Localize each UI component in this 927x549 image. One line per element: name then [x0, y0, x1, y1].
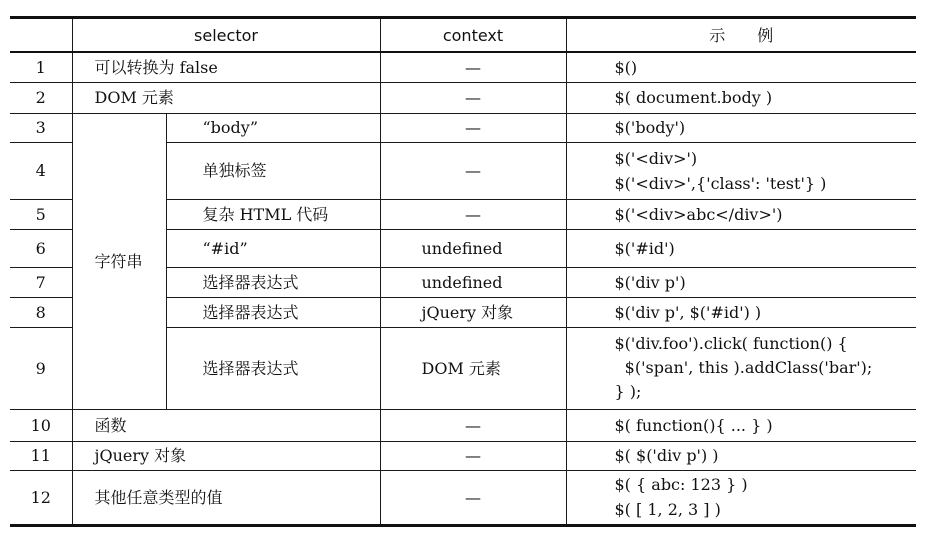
context-cell: undefined: [380, 267, 566, 297]
context-cell: —: [380, 52, 566, 82]
selector-cell: 复杂 HTML 代码: [166, 199, 380, 229]
context-cell: —: [380, 113, 566, 142]
example-cell: [566, 142, 916, 199]
header-selector: selector: [72, 18, 380, 53]
selector-cell: 选择器表达式: [166, 327, 380, 409]
header-context: context: [380, 18, 566, 53]
row-number: 4: [10, 142, 72, 199]
row-number: 11: [10, 441, 72, 470]
selector-cell: 单独标签: [166, 142, 380, 199]
context-cell: DOM 元素: [380, 327, 566, 409]
selector-cell: 其他任意类型的值: [72, 470, 380, 525]
context-cell: undefined: [380, 229, 566, 267]
selector-cell: DOM 元素: [72, 82, 380, 113]
selector-cell: 函数: [72, 409, 380, 441]
example-line: $( document.body ): [614, 88, 773, 107]
example-line: $('div.foo').click( function() {: [614, 334, 848, 353]
row-number: 2: [10, 82, 72, 113]
example-cell: [566, 409, 916, 441]
example-cell: [566, 441, 916, 470]
row-number: 3: [10, 113, 72, 142]
row-number: 7: [10, 267, 72, 297]
row-number: 8: [10, 297, 72, 327]
header-example: 示 例: [566, 18, 916, 53]
example-line: $(): [614, 57, 638, 77]
selector-cell: 选择器表达式: [166, 267, 380, 297]
selector-cell: 选择器表达式: [166, 297, 380, 327]
row-number: 1: [10, 52, 72, 82]
example-cell: [566, 82, 916, 113]
example-line: $( { abc: 123 } ): [614, 475, 748, 494]
context-cell: —: [380, 409, 566, 441]
jquery-selector-table: [10, 16, 916, 527]
row-number: 5: [10, 199, 72, 229]
example-line: $('<div>',{'class': 'test'} ): [614, 173, 827, 193]
context-cell: —: [380, 199, 566, 229]
example-line: $( function(){ ... } ): [614, 415, 773, 435]
example-cell: [566, 113, 916, 142]
example-line: $('body'): [614, 118, 686, 137]
example-line: $('<div>'): [614, 148, 698, 168]
selector-cell: “body”: [166, 113, 380, 142]
example-cell: [566, 52, 916, 82]
example-line: $( $('div p') ): [614, 446, 719, 465]
example-line: $('div p', $('#id') ): [614, 302, 762, 322]
example-line: $('span', this ).addClass('bar');: [614, 358, 873, 377]
table-row: [10, 470, 916, 525]
context-cell: —: [380, 142, 566, 199]
table-row: [10, 441, 916, 470]
table-row: [10, 113, 916, 142]
header-number: [10, 18, 72, 53]
example-line: $('div p'): [614, 272, 686, 292]
example-line: $('#id'): [614, 238, 675, 258]
context-cell: jQuery 对象: [380, 297, 566, 327]
context-cell: —: [380, 470, 566, 525]
example-cell: [566, 267, 916, 297]
example-cell: [566, 229, 916, 267]
table-row: [10, 82, 916, 113]
context-cell: —: [380, 441, 566, 470]
context-cell: —: [380, 82, 566, 113]
selector-cell: jQuery 对象: [72, 441, 380, 470]
selector-cell: “#id”: [166, 229, 380, 267]
selector-table-container: [10, 16, 916, 527]
example-line: $('<div>abc</div>'): [614, 204, 783, 224]
example-cell: [566, 327, 916, 409]
example-cell: [566, 470, 916, 525]
table-header-row: [10, 18, 916, 53]
row-number: 9: [10, 327, 72, 409]
table-row: [10, 52, 916, 82]
example-line: $( [ 1, 2, 3 ] ): [614, 500, 721, 519]
example-line: } );: [614, 382, 642, 401]
example-cell: [566, 199, 916, 229]
example-cell: [566, 297, 916, 327]
selector-cell: 可以转换为 false: [72, 52, 380, 82]
row-number: 6: [10, 229, 72, 267]
row-number: 12: [10, 470, 72, 525]
table-row: [10, 409, 916, 441]
string-group-label: 字符串: [72, 113, 166, 409]
row-number: 10: [10, 409, 72, 441]
